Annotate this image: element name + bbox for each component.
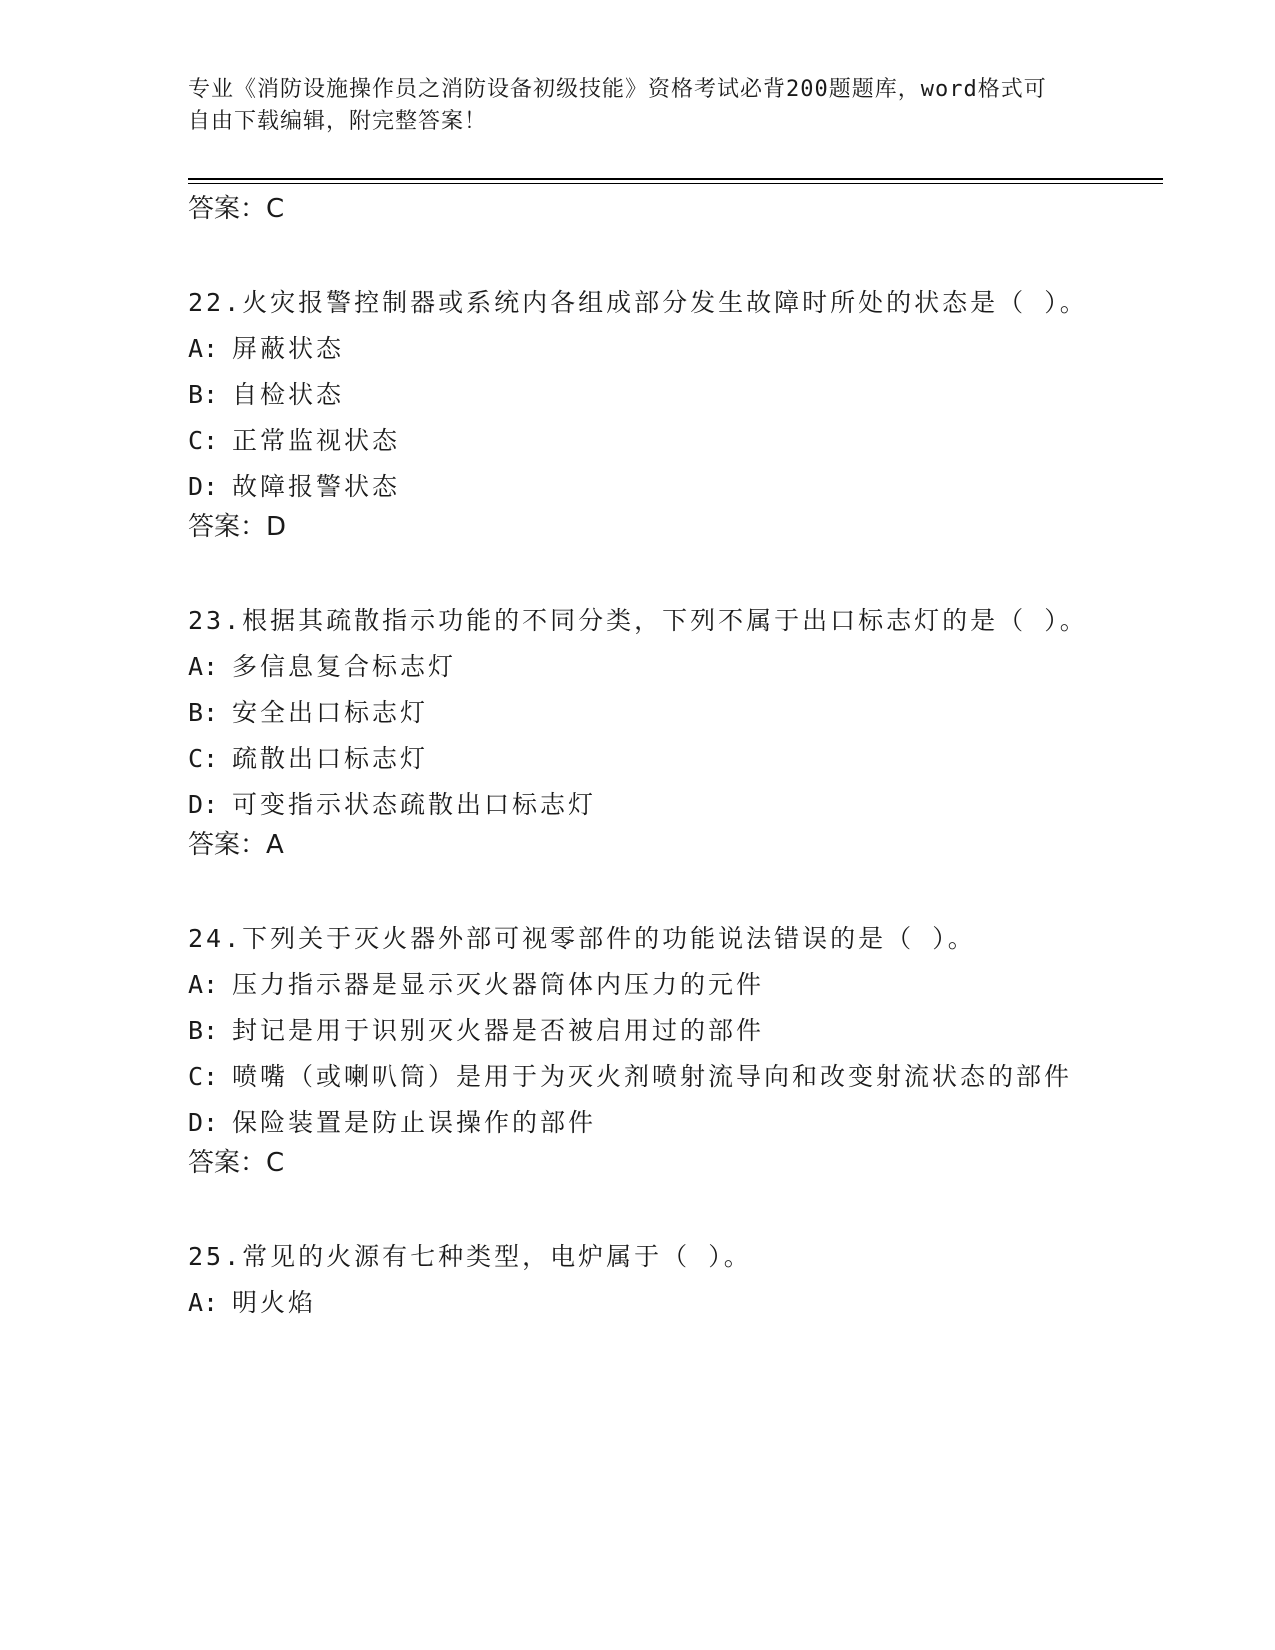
question-number: 24. bbox=[188, 924, 243, 953]
option-text: 疏散出口标志灯 bbox=[232, 744, 429, 773]
option-text: 正常监视状态 bbox=[232, 426, 401, 455]
option-letter: A: bbox=[188, 1288, 219, 1317]
question-stem: 火灾报警控制器或系统内各组成部分发生故障时所处的状态是（ ）。 bbox=[242, 288, 1088, 317]
question-stem: 根据其疏散指示功能的不同分类，下列不属于出口标志灯的是（ ）。 bbox=[242, 606, 1088, 635]
previous-answer: 答案：C bbox=[188, 194, 285, 224]
question-number: 25. bbox=[188, 1242, 243, 1271]
option-a bbox=[188, 962, 1088, 1008]
option-letter: C: bbox=[188, 1062, 219, 1091]
question-22 bbox=[188, 280, 1088, 550]
answer: 答案：A bbox=[188, 830, 284, 860]
question-stem: 下列关于灭火器外部可视零部件的功能说法错误的是（ ）。 bbox=[242, 924, 976, 953]
question-text bbox=[188, 280, 1088, 326]
option-d bbox=[188, 1100, 1088, 1146]
option-text: 自检状态 bbox=[232, 380, 345, 409]
option-letter: B: bbox=[188, 1016, 219, 1045]
option-text: 故障报警状态 bbox=[232, 472, 401, 501]
option-text: 安全出口标志灯 bbox=[232, 698, 429, 727]
option-letter: B: bbox=[188, 698, 219, 727]
question-stem: 常见的火源有七种类型，电炉属于（ ）。 bbox=[242, 1242, 752, 1271]
question-23 bbox=[188, 598, 1088, 868]
header-title: 专业《消防设施操作员之消防设备初级技能》资格考试必背200题题库，word格式可自由下载编辑，附完整答案！ bbox=[188, 77, 1047, 134]
header-rule-thick bbox=[188, 178, 1163, 180]
option-letter: A: bbox=[188, 970, 219, 999]
question-25 bbox=[188, 1234, 1088, 1326]
option-text: 压力指示器是显示灭火器筒体内压力的元件 bbox=[232, 970, 765, 999]
answer: 答案：C bbox=[188, 1148, 285, 1178]
option-b bbox=[188, 372, 1088, 418]
question-text bbox=[188, 598, 1088, 644]
option-letter: B: bbox=[188, 380, 219, 409]
option-letter: D: bbox=[188, 1108, 219, 1137]
question-text bbox=[188, 1234, 1088, 1280]
option-text: 保险装置是防止误操作的部件 bbox=[232, 1108, 597, 1137]
header-rule-thin bbox=[188, 183, 1163, 184]
question-24 bbox=[188, 916, 1088, 1186]
option-c bbox=[188, 1054, 1088, 1100]
option-text: 多信息复合标志灯 bbox=[232, 652, 457, 681]
question-number: 22. bbox=[188, 288, 243, 317]
option-letter: D: bbox=[188, 472, 219, 501]
option-text: 封记是用于识别灭火器是否被启用过的部件 bbox=[232, 1016, 765, 1045]
option-text: 明火焰 bbox=[232, 1288, 317, 1317]
option-letter: C: bbox=[188, 426, 219, 455]
option-b bbox=[188, 1008, 1088, 1054]
option-letter: C: bbox=[188, 744, 219, 773]
option-c bbox=[188, 736, 1088, 782]
question-text bbox=[188, 916, 1088, 962]
option-text: 可变指示状态疏散出口标志灯 bbox=[232, 790, 597, 819]
option-a bbox=[188, 1280, 1088, 1326]
option-a bbox=[188, 326, 1088, 372]
option-letter: A: bbox=[188, 652, 219, 681]
option-text: 屏蔽状态 bbox=[232, 334, 345, 363]
option-text: 喷嘴（或喇叭筒）是用于为灭火剂喷射流导向和改变射流状态的部件 bbox=[232, 1062, 1073, 1091]
question-number: 23. bbox=[188, 606, 243, 635]
option-d bbox=[188, 782, 1088, 828]
document-header bbox=[188, 74, 1068, 138]
option-a bbox=[188, 644, 1088, 690]
document-body bbox=[188, 192, 1088, 1326]
option-c bbox=[188, 418, 1088, 464]
option-letter: A: bbox=[188, 334, 219, 363]
option-letter: D: bbox=[188, 790, 219, 819]
option-b bbox=[188, 690, 1088, 736]
option-d bbox=[188, 464, 1088, 510]
answer: 答案：D bbox=[188, 512, 287, 542]
